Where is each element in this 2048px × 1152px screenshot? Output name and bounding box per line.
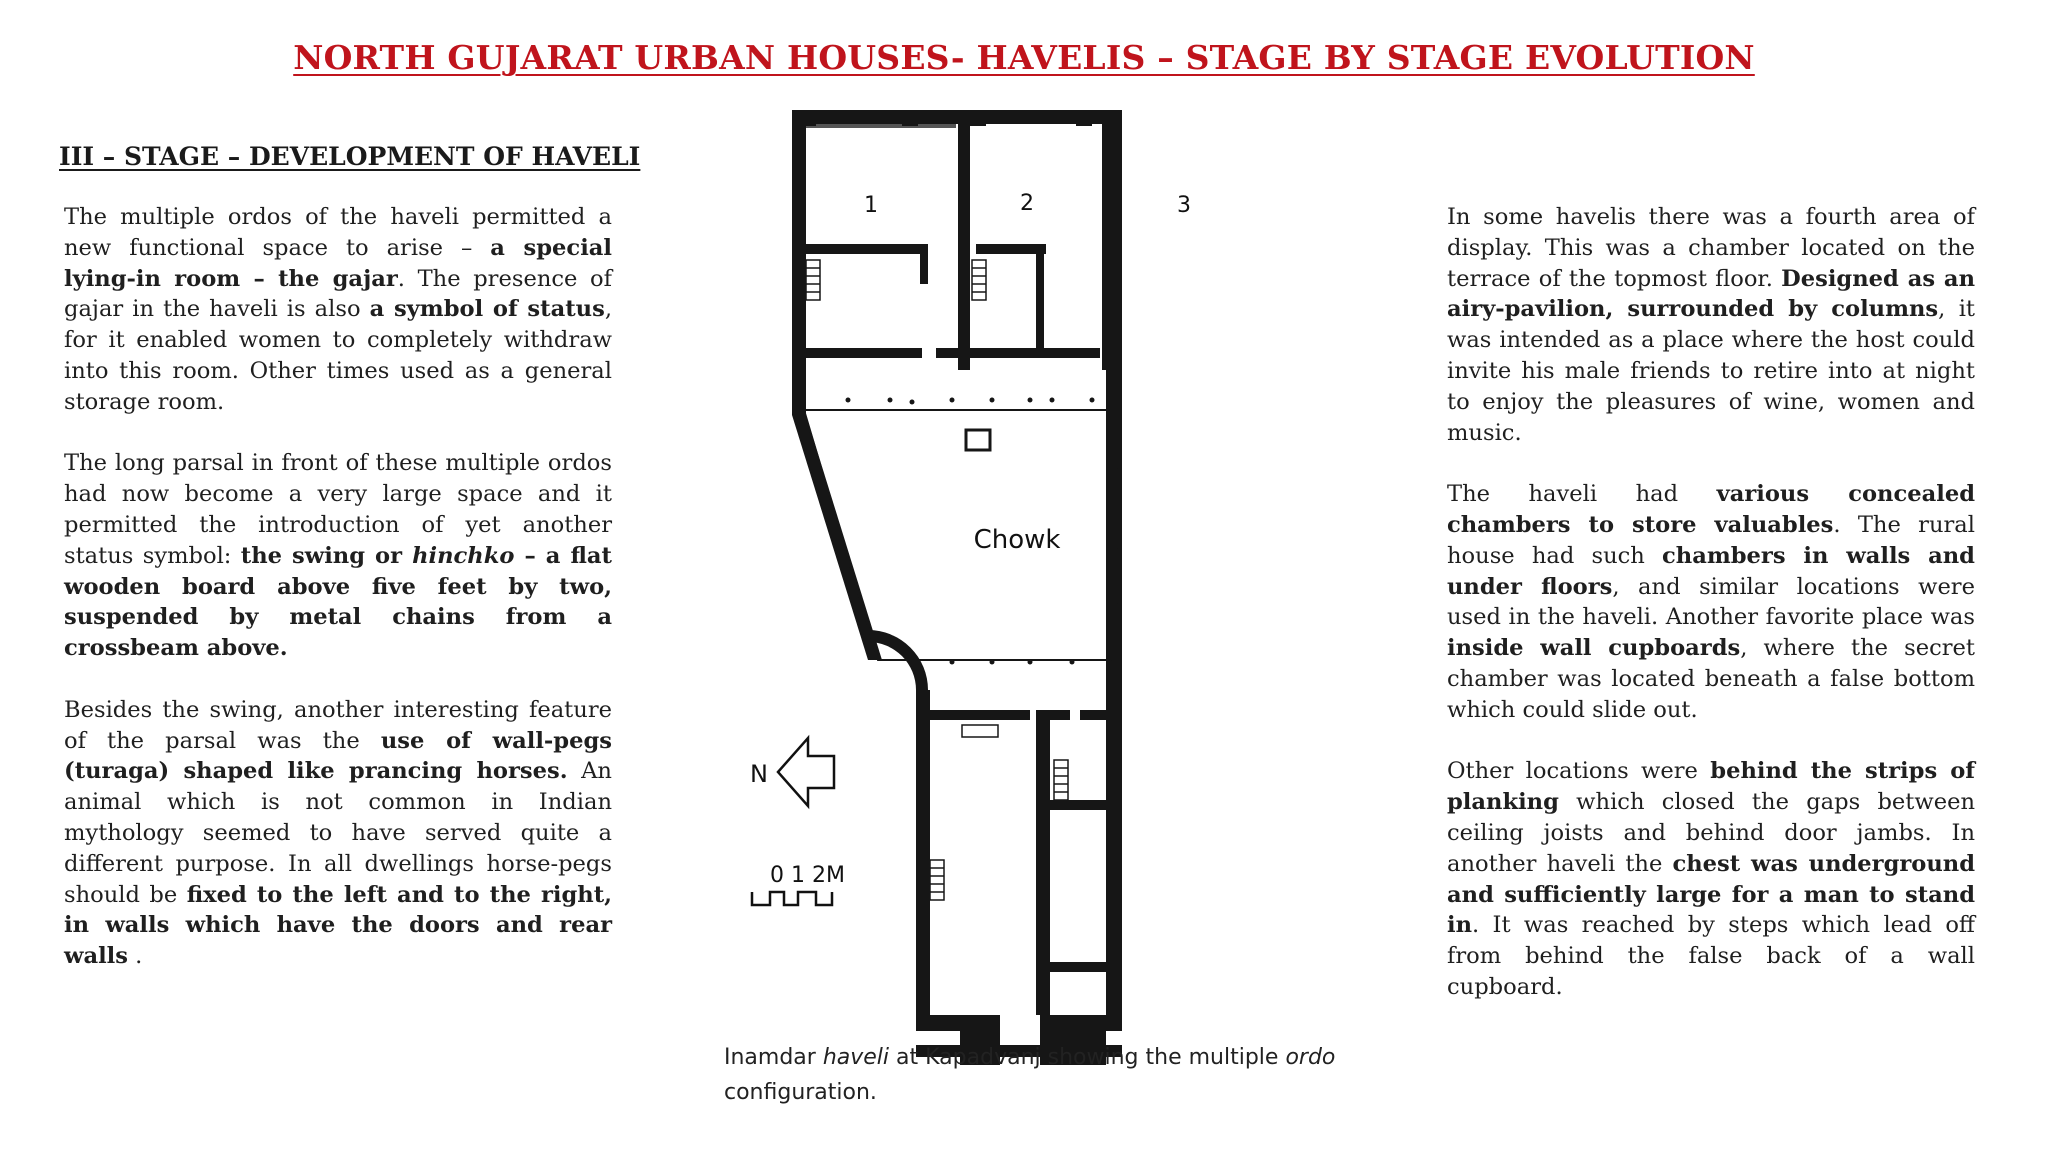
section-heading: III – STAGE – DEVELOPMENT OF HAVELI — [59, 142, 641, 171]
page-title: NORTH GUJARAT URBAN HOUSES- HAVELIS – STAGE BY STAGE EVOLUTION — [293, 38, 1755, 77]
north-label: N — [750, 760, 768, 788]
west-wall-upper — [792, 110, 806, 415]
left-paragraph-1: The multiple ordos of the haveli permitted a new functional space to arise – a special lying-in room – the gajar. The presence of gajar in the haveli is also a symbol of status, for it enabled women to completely withdraw into this room. Other times used as a general storage room. — [64, 204, 612, 415]
figure-caption: Inamdar haveli at Kapadvanj showing the multiple ordo configuration. — [724, 1045, 1336, 1105]
left-paragraph-2: The long parsal in front of these multiple ordos had now become a very large space and it permitted the introduction of yet another status symbol: the swing or hinchko – a flat wooden board above five feet by two, suspended by metal chains from a crossbeam above. — [64, 450, 612, 662]
room-1-label: 1 — [864, 193, 878, 218]
room-2-label: 2 — [1020, 191, 1034, 216]
room-3-label: 3 — [1177, 193, 1191, 218]
floor-plan-drawing — [740, 100, 1320, 1140]
right-paragraph-2: The haveli had various concealed chambers to store valuables. The rural house had such chambers in walls and under floors, and similar locations were used in the haveli. Another favorite place was inside wall cupboards, where the secret chamber was located beneath a false bottom which could slide out. — [1447, 481, 1975, 723]
north-wall — [792, 110, 1122, 124]
chowk-courtyard — [804, 410, 1110, 660]
left-paragraph-3: Besides the swing, another interesting feature of the parsal was the use of wall-pegs (turaga) shaped like prancing horses. An animal which is not common in Indian mythology seemed to have served quite a different purpose. In all dwellings horse-pegs should be fixed to the left and to the right, in walls which have the doors and rear walls . — [64, 696, 612, 970]
left-text-column — [64, 202, 612, 1003]
west-angled-wall — [792, 415, 882, 660]
scale-bar — [752, 892, 832, 905]
right-paragraph-3: Other locations were behind the strips of planking which closed the gaps between ceiling joists and behind door jambs. In another haveli the chest was underground and sufficiently large for a man to stand in. It was reached by steps which lead off from behind the false back of a wall cupboard. — [1447, 758, 1975, 1000]
scale-label: 0 1 2M — [770, 863, 845, 888]
right-text-column — [1447, 202, 1975, 1034]
right-paragraph-1: In some havelis there was a fourth area of display. This was a chamber located on the terrace of the topmost floor. Designed as an airy-pavilion, surrounded by columns, it was intended as a place where the host could invite his male friends to retire into at night to enjoy the pleasures of wine, women and music. — [1447, 204, 1976, 446]
chowk-label: Chowk — [973, 525, 1061, 555]
north-arrow-and-scale — [740, 720, 880, 920]
south-west-wall — [916, 690, 930, 1030]
north-arrow-icon — [778, 738, 834, 806]
